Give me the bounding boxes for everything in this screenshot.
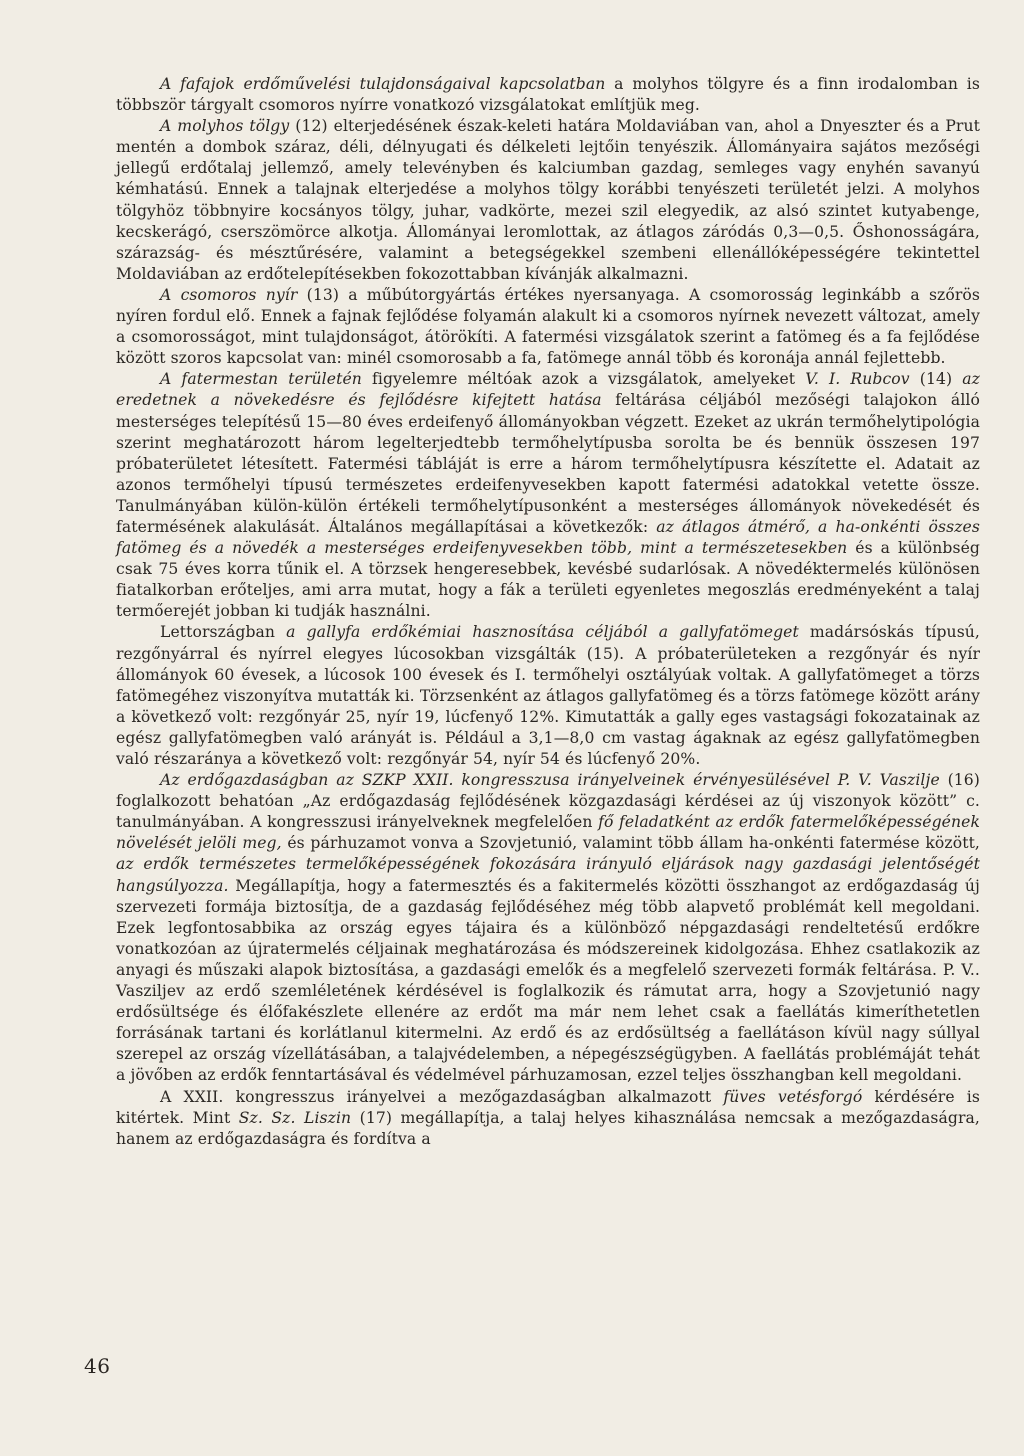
italic-text-run: Sz. Sz. Liszin bbox=[238, 1108, 352, 1127]
italic-text-run: Az erdőgazdaságban az SZKP XXII. kongresszusa irányelveinek érvényesülésével bbox=[160, 771, 831, 790]
italic-text-run: fő feladatként az erdők fatermelőképességének növelését jelöli meg, bbox=[116, 813, 980, 853]
text-run: figyelemre méltóak azok a vizsgálatok, amelyeket bbox=[361, 370, 806, 389]
italic-text-run: V. I. Rubcov bbox=[805, 370, 910, 389]
text-run: (16) foglalkozott behatóan „Az erdőgazdaság fejlődésének közgazdasági kérdései az új viszonyok között” c. tanulmányában. A kongresszusi irányelveknek megfelelően bbox=[116, 771, 980, 832]
italic-text-run: A csomoros nyír bbox=[160, 285, 298, 304]
italic-text-run: a gallyfa erdőkémiai hasznosítása céljából a gallyfatömeget bbox=[286, 623, 799, 642]
italic-text-run: füves vetésforgó bbox=[723, 1087, 863, 1106]
body-text bbox=[116, 74, 980, 1150]
text-run: (12) elterjedésének észak-keleti határa Moldaviában van, ahol a Dnyeszter és a Prut mentén a dombok száraz, déli, délnyugati és délkeleti lejtőin tenyészik. Állományaira sajátos mezőségi jellegű erdőtalaj jellemző, amely televényben és kalciumban gazdag, semleges vagy enyhén savanyú kémhatású. Ennek a talajnak elterjedése a molyhos tölgy korábbi tenyészeti területét jelzi. A molyhos tölgyhöz többnyire kocsányos tölgy, juhar, vadkörte, mezei szil elegyedik, az alsó szintet kutyabenge, kecskerágó, cserszömörce alkotja. Állományai leromlottak, az átlagos záródás 0,3—0,5. Őshonosságára, szárazság- és mésztűrésére, valamint a betegségekkel szembeni ellenállóképességére tekintettel Moldaviában az erdőtelepítésekben fokozottabban kívánják alkalmazni. bbox=[116, 117, 980, 283]
paragraph bbox=[116, 369, 980, 622]
italic-text-run: A molyhos tölgy bbox=[160, 117, 290, 136]
text-run: (14) bbox=[909, 370, 963, 389]
text-run: Megállapítja, hogy a fatermesztés és a fakitermelés közötti összhangot az erdőgazdaság új szervezeti formája biztosítja, de a gazdaság fejlődéséhez még több alapvető problémát kell megoldani. Ezek legfontosabbika az ország egyes tájaira és a különböző népgazdasági rendeltetésű erdőkre vonatkozóan az újratermelés céljainak meghatározása és módszereinek kidolgozása. Ehhez csatlakozik az anyagi és műszaki alapok biztosítása, a gazdasági emelők és a megfelelő szervezeti formák feltárása. P. V.. Vasziljev az erdő szemléletének kérdésével is foglalkozik és rámutat arra, hogy a Szovjetunió nagy erdősültsége és élőfakészlete ellenére az erdőt ma már nem lehet csak a faellátás kimeríthetetlen forrásának tartani és korlátlanul kitermelni. Az erdő és az erdősültség a faellátáson kívül nagy súllyal szerepel az ország vízellátásában, a talajvédelemben, a népegészségügyben. A faellátás problémáját tehát a jövőben az erdők fenntartásával és védelmével párhuzamosan, ezzel teljes összhangban kell megoldani. bbox=[116, 876, 980, 1085]
italic-text-run: az eredetnek a növekedésre és fejlődésre kifejtett hatása bbox=[116, 370, 980, 410]
page-number: 46 bbox=[84, 1354, 111, 1378]
text-run: és párhuzamot vonva a Szovjetunió, valamint több állam ha-onkénti fatermése között, bbox=[281, 834, 980, 853]
italic-text-run: P. V. Vaszilje bbox=[830, 771, 940, 790]
paragraph bbox=[116, 770, 980, 1086]
italic-text-run: A fatermestan területén bbox=[160, 370, 362, 389]
text-run: A XXII. kongresszus irányelvei a mezőgazdaságban alkalmazott bbox=[160, 1087, 724, 1106]
paragraph bbox=[116, 622, 980, 770]
italic-text-run: A fafajok erdőművelési tulajdonságaival kapcsolatban bbox=[160, 75, 606, 93]
italic-text-run: az erdők természetes termelőképességének fokozására irányuló eljárások nagy gazdasági jelentőségét hangsúlyozza. bbox=[116, 855, 980, 895]
text-run: feltárása céljából mezőségi talajokon álló mesterséges telepítésű 15—80 éves erdeifenyő állományokban végzett. Ezeket az ukrán termőhelytipológia szerint meghatározott három legelterjedtebb termőhelytípusba sorolta be és bennük összesen 197 próbaterületet létesített. Fatermési tábláját is erre a három termőhelytípusra készítette el. Adatait az azonos termőhelyi típusú természetes erdeifenyvesekben kapott fatermési adatokkal vetette össze. Tanulmányában külön-külön értékeli termőhelytípusonként a mesterséges állományok növekedését és fatermésének alakulását. Általános megállapításai a következők: bbox=[116, 391, 980, 536]
paragraph bbox=[116, 1087, 980, 1150]
text-run: kérdésére is kitértek. Mint bbox=[116, 1087, 980, 1127]
text-run: a molyhos tölgyre és a finn irodalomban is többször tárgyalt csomoros nyírre vonatkozó vizsgálatokat említjük meg. bbox=[116, 75, 980, 115]
paragraph bbox=[116, 116, 980, 285]
text-run: (13) a műbútorgyártás értékes nyersanyaga. A csomorosság leginkább a szőrös nyíren fordul elő. Ennek a fajnak fejlődése folyamán alakult ki a csomoros nyírnek nevezett változat, amely a csomorosságot, mint tulajdonságot, átörökíti. A fatermési vizsgálatok szerint a fatömeg és a fa fejlődése között szoros kapcsolat van: minél csomorosabb a fa, fatömege annál több és koronája annál fejlettebb. bbox=[116, 285, 980, 368]
italic-text-run: az átlagos átmérő, a ha-onkénti összes fatömeg és a növedék a mesterséges erdeifenyvesekben több, mint a természetesekben bbox=[116, 517, 980, 558]
paragraph bbox=[116, 74, 980, 116]
text-run: madársóskás típusú, rezgőnyárral és nyírrel elegyes lúcosokban vizsgálták (15). A próbaterületeken a rezgőnyár és nyír állományok 60 évesek, a lúcosok 100 évesek és I. termőhelyi osztályúak voltak. A gallyfatömeget a törzs fatömegéhez viszonyítva mutatták ki. Törzsenként az átlagos gallyfatömeg és a törzs fatömege között arány a következő volt: rezgőnyár 25, nyír 19, lúcfenyő 12%. Kimutatták a gally eges vastagsági fokozatainak az egész gallyfatömegben való arányát is. Például a 3,1—8,0 cm vastag ágaknak az egész gallyfatömegben való részaránya a következő volt: rezgőnyár 54, nyír 54 és lúcfenyő 20%. bbox=[116, 623, 980, 768]
paragraph bbox=[116, 285, 980, 369]
text-run: Lettországban bbox=[160, 623, 287, 642]
text-run: és a különbség csak 75 éves korra tűnik el. A törzsek hengeresebbek, kevésbé sudarlósak. A növedéktermelés különösen fiatalkorban erőteljes, ami arra mutat, hogy a fák a területi egyenletes megoszlás eredményeként a talaj termőerejét jobban ki tudják használni. bbox=[116, 539, 980, 621]
text-run: (17) megállapítja, a talaj helyes kihasználása nemcsak a mezőgazdaságra, hanem az erdőgazdaságra és fordítva a bbox=[116, 1108, 980, 1148]
